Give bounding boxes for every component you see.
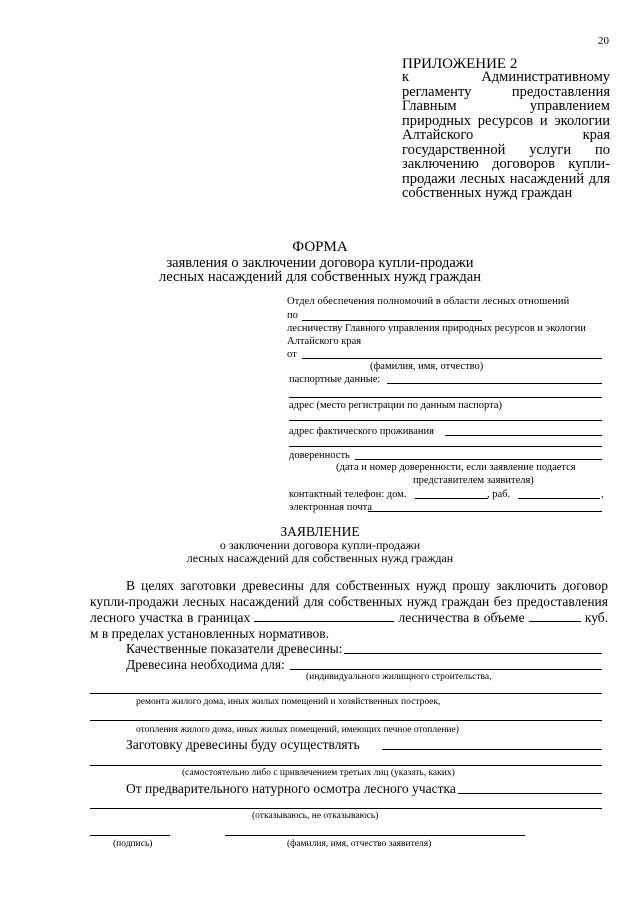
inspection-field-2[interactable]	[90, 808, 602, 809]
needed-for-label: Древесина необходима для:	[126, 657, 285, 672]
email-label: электронная почта	[289, 502, 373, 513]
forest-boundary-field[interactable]	[254, 610, 394, 622]
applicant-fio-field[interactable]	[225, 835, 525, 836]
proxy-hint1: (дата и номер доверенности, если заявление подается	[336, 462, 576, 473]
applicant-fio-hint: (фамилия, имя, отчество заявителя)	[287, 839, 432, 849]
hint-repair: ремонта жилого дома, иных жилых помещений и хозяйственных построек,	[136, 697, 441, 707]
signature-hint: (подпись)	[113, 839, 153, 849]
passport-label: паспортные данные:	[289, 374, 381, 385]
statement-p3: куб. м в пределах установленных нормативов.	[90, 610, 609, 641]
actual-address-label: адрес фактического проживания	[289, 426, 434, 437]
form-subtitle-line2: лесных насаждений для собственных нужд граждан	[159, 269, 481, 285]
statement-sub2: лесных насаждений для собственных нужд граждан	[186, 551, 454, 565]
home-phone-field[interactable]	[415, 498, 488, 499]
statement-title: ЗАЯВЛЕНИЕ	[280, 524, 360, 539]
page-number: 20	[598, 35, 609, 47]
work-phone-field[interactable]	[518, 498, 600, 499]
addressee-line1: Отдел обеспечения полномочий в области лесных отношений	[287, 296, 570, 307]
addressee-line3: Алтайского края	[287, 336, 362, 347]
phone-end: ,	[601, 489, 604, 500]
fio-hint: (фамилия, имя, отчество)	[370, 361, 484, 372]
statement-p2: лесничества в объеме	[398, 610, 525, 625]
form-subtitle-line1: заявления о заключении договора купли-продажи	[166, 255, 474, 271]
work-phone-label: , раб.	[487, 489, 511, 500]
signature-field[interactable]	[90, 835, 170, 836]
harvest-field-2[interactable]	[90, 765, 602, 766]
addressee-line2: лесничеству Главного управления природных ресурсов и экологии	[287, 323, 586, 334]
actual-address-field[interactable]	[445, 435, 602, 436]
harvest-field[interactable]	[382, 749, 602, 750]
reg-address-field[interactable]	[289, 420, 602, 421]
addressee-po: по	[287, 310, 298, 321]
needed-for-field-3[interactable]	[90, 720, 602, 721]
hint-refuse: (отказываюсь, не отказываюсь)	[252, 811, 379, 821]
inspection-field[interactable]	[458, 793, 602, 794]
forestry-name-field[interactable]	[302, 320, 482, 321]
appendix-body: к Административному регламенту предоставления Главным управлением природных ресурсов и экологии Алтайского края государственной услуги по заключению договоров купли-продажи лесных насаждений для собственных нужд граждан	[402, 69, 610, 201]
harvest-label: Заготовку древесины буду осуществлять	[126, 737, 360, 752]
statement-sub1: о заключении договора купли-продажи	[219, 538, 421, 552]
quality-field[interactable]	[344, 653, 602, 654]
actual-address-field-2[interactable]	[289, 446, 602, 447]
phone-label: контактный телефон: дом.	[289, 489, 407, 500]
hint-housing: (индивидуального жилищного строительства,	[306, 672, 492, 682]
hint-self: (самостоятельно либо с привлечением третьих лиц (указать, каких)	[182, 768, 455, 778]
passport-field[interactable]	[387, 383, 602, 384]
applicant-name-field[interactable]	[302, 358, 602, 359]
appendix-title: ПРИЛОЖЕНИЕ 2	[402, 56, 518, 72]
form-title: ФОРМА	[292, 239, 348, 255]
needed-for-field[interactable]	[290, 669, 602, 670]
hint-heating: отопления жилого дома, иных жилых помещений, имеющих печное отопление)	[136, 725, 459, 735]
proxy-label: доверенность	[289, 450, 350, 461]
statement-p1: В целях заготовки древесины для собственных нужд прошу заключить договор купли-продажи лесных насаждений для собственных нужд граждан без предоставления лесного участка в границах	[90, 578, 608, 625]
email-field[interactable]	[368, 511, 602, 512]
from-label: от	[287, 349, 297, 360]
needed-for-field-2[interactable]	[90, 693, 602, 694]
reg-address-label: адрес (место регистрации по данным паспорта)	[289, 400, 502, 411]
quality-label: Качественные показатели древесины:	[126, 641, 343, 656]
proxy-field[interactable]	[355, 459, 602, 460]
passport-field-2[interactable]	[289, 397, 602, 398]
statement-paragraph	[90, 578, 608, 642]
inspection-label: От предварительного натурного осмотра лесного участка	[126, 781, 456, 796]
volume-field[interactable]	[529, 610, 581, 622]
proxy-hint2: представителем заявителя)	[413, 475, 534, 486]
